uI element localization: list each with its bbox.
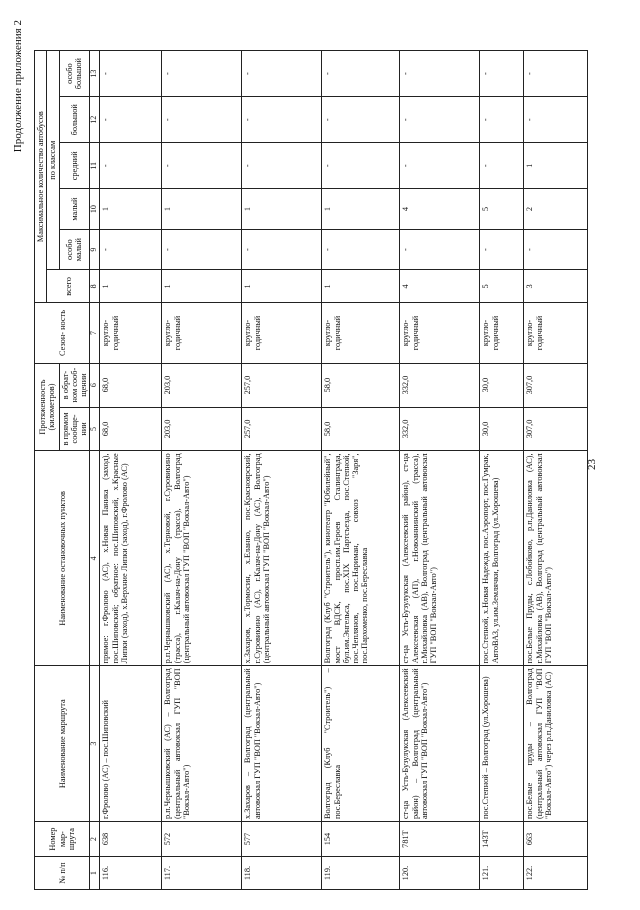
table-row (524, 51, 588, 890)
buses-small: 1 (242, 189, 322, 230)
page-number: 23 (586, 459, 598, 470)
length-back: 68,0 (100, 363, 162, 407)
length-forward: 58,0 (322, 407, 400, 451)
stops-list: пос.Белые Пруды, с.Лобойково, р.п.Даниловка (АС), г.Михайловка (АВ), Волгоград (центральный автовокзал ГУП "ВОП "Вокзал-Авто") (524, 451, 588, 666)
table-row (322, 51, 400, 890)
column-number: 9 (90, 229, 100, 270)
buses-especially-small: - (242, 229, 322, 270)
continuation-note: Продолжение приложения 2 (12, 20, 24, 153)
header-class-especially-small: особо малый (59, 229, 90, 270)
header-total: всего (47, 270, 90, 303)
buses-especially-small: - (524, 229, 588, 270)
buses-small: 1 (100, 189, 162, 230)
length-forward: 203,0 (162, 407, 242, 451)
route-number: 663 (524, 822, 588, 857)
table-row (162, 51, 242, 890)
buses-medium: - (100, 143, 162, 189)
header-class-large: большой (59, 97, 90, 143)
buses-medium: - (162, 143, 242, 189)
buses-especially-large: - (100, 51, 162, 97)
column-number: 13 (90, 51, 100, 97)
buses-large: - (524, 97, 588, 143)
column-number: 8 (90, 270, 100, 303)
buses-especially-small: - (400, 229, 480, 270)
length-forward: 68,0 (100, 407, 162, 451)
buses-small: 4 (400, 189, 480, 230)
stops-list: пос.Степной, х.Новая Надежда, пос.Аэропорт, пос.Гумрак, АвтоВАЗ, ул.им.Землячки, Волгоград (ул.Хорошева) (480, 451, 524, 666)
table-row (242, 51, 322, 890)
route-number: 577 (242, 822, 322, 857)
buses-medium: - (480, 143, 524, 189)
buses-especially-small: - (162, 229, 242, 270)
buses-especially-large: - (480, 51, 524, 97)
buses-especially-small: - (480, 229, 524, 270)
table-row (400, 51, 480, 890)
buses-total: 3 (524, 270, 588, 303)
buses-small: 1 (322, 189, 400, 230)
route-number: 572 (162, 822, 242, 857)
header-class-especially-large: особо большой (59, 51, 90, 97)
row-number: 118. (242, 857, 322, 890)
buses-total: 1 (100, 270, 162, 303)
column-number: 11 (90, 143, 100, 189)
routes-table (34, 50, 588, 890)
season: кругло- годичный (162, 303, 242, 363)
length-forward: 257,0 (242, 407, 322, 451)
header-route-name: Наименование маршрута (35, 666, 90, 822)
buses-total: 1 (162, 270, 242, 303)
route-name: пос.Белые пруды – Волгоград (центральный автовокзал ГУП "ВОП "Вокзал-Авто") через р.п.Даниловка (АС) (524, 666, 588, 822)
route-number: 638 (100, 822, 162, 857)
column-number: 7 (90, 303, 100, 363)
header-by-class: по классам (47, 51, 59, 270)
buses-large: - (242, 97, 322, 143)
stops-list: р.п.Чернышковский (АС), х.Терновой, г.Суровикино (трасса), г.Калач-на-Дону (трасса), Волгоград (центральный автовокзал ГУП "ВОП "Вокзал-Авто") (162, 451, 242, 666)
buses-total: 5 (480, 270, 524, 303)
buses-total: 4 (400, 270, 480, 303)
column-number: 2 (90, 822, 100, 857)
header-class-small: малый (59, 189, 90, 230)
column-number: 10 (90, 189, 100, 230)
column-number: 5 (90, 407, 100, 451)
row-number: 120. (400, 857, 480, 890)
header-route-number: Номер мар- шрута (35, 822, 90, 857)
route-number: 143Т (480, 822, 524, 857)
route-name: р.п.Чернышковский (АС) – Волгоград (центральный автовокзал ГУП "ВОП "Вокзал-Авто") (162, 666, 242, 822)
row-number: 121. (480, 857, 524, 890)
route-name: Волгоград (Клуб "Строитель") – пос.Береславка (322, 666, 400, 822)
header-length-forward: в прямом сообще- нии (59, 407, 90, 451)
route-name: х.Захаров – Волгоград (центральный автовокзал ГУП "ВОП "Вокзал-Авто") (242, 666, 322, 822)
buses-large: - (480, 97, 524, 143)
length-forward: 332,0 (400, 407, 480, 451)
stops-list: прямое: г.Фролово (АС), х.Новая Паника (заход), пос.Шиповский; обратное: пос.Шиповский, х.Красные Липки (заход), х.Верхние Липки (заход), г.Фролово (АС) (100, 451, 162, 666)
season: кругло- годичный (100, 303, 162, 363)
season: кругло- годичный (480, 303, 524, 363)
route-name: ст-ца Усть-Бузулукская (Алексеевский район) – Волгоград (центральный автовокзал ГУП "ВОП "Вокзал-Авто") (400, 666, 480, 822)
buses-medium: 1 (524, 143, 588, 189)
header-max-buses: Максимальное количество автобусов (35, 51, 47, 303)
length-back: 307,0 (524, 363, 588, 407)
stops-list: х.Захаров, х.Тормосин, х.Еланно, пос.Красноярский, г.Суровикино (АС), г.Калач-на-Дону (АС), Волгоград (центральный автовокзал ГУП "ВОП "Вокзал-Авто") (242, 451, 322, 666)
header-length-back: в обрат- ном сооб- щении (59, 363, 90, 407)
buses-especially-small: - (322, 229, 400, 270)
buses-large: - (322, 97, 400, 143)
season: кругло- годичный (322, 303, 400, 363)
row-number: 117. (162, 857, 242, 890)
buses-small: 5 (480, 189, 524, 230)
season: кругло- годичный (400, 303, 480, 363)
buses-especially-small: - (100, 229, 162, 270)
header-stops: Наименование остановочных пунктов (35, 451, 90, 666)
buses-total: 1 (322, 270, 400, 303)
row-number: 119. (322, 857, 400, 890)
length-forward: 30,0 (480, 407, 524, 451)
buses-especially-large: - (162, 51, 242, 97)
buses-small: 1 (162, 189, 242, 230)
column-number: 12 (90, 97, 100, 143)
column-number: 4 (90, 451, 100, 666)
buses-large: - (100, 97, 162, 143)
stops-list: ст-ца Усть-Бузулукская (Алексеевский район), ст-ца Алексеевская (АП), г.Новоаннинский (трасса), г.Михайловка (АВ), Волгоград (центральный автовокзал ГУП "ВОП "Вокзал-Авто") (400, 451, 480, 666)
route-name: г.Фролово (АС) – пос.Шиповский (100, 666, 162, 822)
header-class-medium: средний (59, 143, 90, 189)
route-number: 154 (322, 822, 400, 857)
length-back: 30,0 (480, 363, 524, 407)
buses-small: 2 (524, 189, 588, 230)
length-back: 203,0 (162, 363, 242, 407)
stops-list: Волгоград (Клуб "Строитель"), кинотеатр "Юбилейный", мост ВДСК, просп.им.Героев Сталинграда, бул.им.Энгельса, пос.XIX Партсъезда, пос.Степной, пос.Чеплянов, пос.Нариман, совхоз "Заря", пос.Пархоменко, пос.Береславка (322, 451, 400, 666)
season: кругло- годичный (524, 303, 588, 363)
length-back: 58,0 (322, 363, 400, 407)
buses-especially-large: - (400, 51, 480, 97)
buses-especially-large: - (524, 51, 588, 97)
header-season: Сезон- ность (35, 303, 90, 363)
season: кругло- годичный (242, 303, 322, 363)
buses-especially-large: - (322, 51, 400, 97)
column-number: 3 (90, 666, 100, 822)
column-number: 6 (90, 363, 100, 407)
route-number: 781Т (400, 822, 480, 857)
header-no: № п/п (35, 857, 90, 890)
column-number: 1 (90, 857, 100, 890)
header-length: Протяженность (километров) (35, 363, 60, 451)
table-row (100, 51, 162, 890)
length-back: 332,0 (400, 363, 480, 407)
route-name: пос.Степной – Волгоград (ул.Хорошева) (480, 666, 524, 822)
buses-medium: - (322, 143, 400, 189)
buses-medium: - (400, 143, 480, 189)
length-forward: 307,0 (524, 407, 588, 451)
length-back: 257,0 (242, 363, 322, 407)
buses-total: 1 (242, 270, 322, 303)
buses-especially-large: - (242, 51, 322, 97)
column-number-row (90, 51, 100, 890)
buses-medium: - (242, 143, 322, 189)
row-number: 116. (100, 857, 162, 890)
buses-large: - (162, 97, 242, 143)
row-number: 122. (524, 857, 588, 890)
buses-large: - (400, 97, 480, 143)
table-row (480, 51, 524, 890)
routes-table-body (100, 51, 588, 890)
